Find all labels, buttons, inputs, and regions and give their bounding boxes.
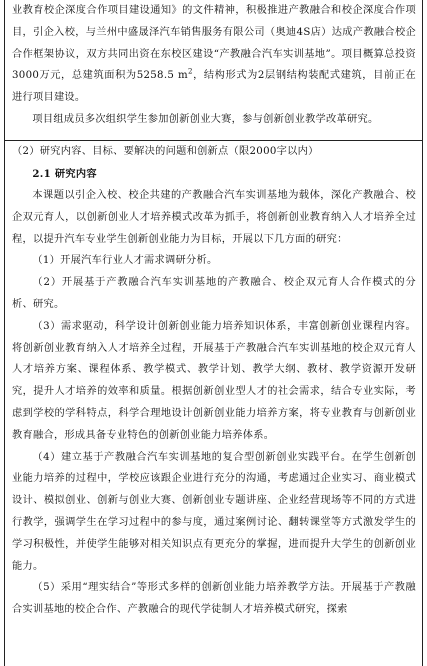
background-text-tail: ，结构形式为2层钢结构装配式建筑，目前正在进行项目建设。: [12, 70, 416, 104]
activities-paragraph: 项目组成员多次组织学生参加创新创业大赛，参与创新创业教学改革研究。: [32, 113, 379, 125]
subheading-research-content: 2.1 研究内容: [32, 168, 97, 180]
area-unit-superscript: 2: [187, 68, 193, 76]
research-item-4: （4）建立基于产教融合汽车实训基地的复合型创新创业实践平台。在学生创新创业能力培养的过程中，学校应该跟企业进行充分的沟通，考虑通过企业实习、商业模式设计、模拟创业、创新与创业大赛、创新创业专题讲座、企业经营现场等不同的方式进行教学，强调学生在学习过程中的参与度，通过案例讨论、翻转课堂等方式激发学生的学习积极性，并使学生能够对相关知识点有更充分的掌握，进而提升大学生的创新创业能力。: [12, 451, 416, 572]
intro-paragraph: 本课题以引企入校、校企共建的产教融合汽车实训基地为载体，深化产教融合、校企双元育人，以创新创业人才培养模式改革为抓手，将创新创业教育纳入人才培养全过程，以提升汽车专业学生创新创业能力为目标，开展以下几方面的研究：: [12, 190, 416, 245]
research-content-cell: [4, 141, 423, 666]
section-header: （2）研究内容、目标、要解决的问题和创新点（限2000字以内）: [12, 146, 319, 157]
research-item-5: （5）采用“理实结合”等形式多样的创新创业能力培养教学方法。开展基于产教融合实训基地的校企合作、产教融合的现代学徒制人才培养模式研究，探索: [12, 582, 416, 616]
background-text: 业教育校企深度合作项目建设通知》的文件精神，积极推进产教融合和校企深度合作项目，引企入校，与兰州中盛晟泽汽车销售服务有限公司（奥迪4S店）达成产教融合校企合作框架协议，双方共同出资在东校区建设“产教融合汽车实训基地”。项目概算总投资3000万元，总建筑面积为5258.5 m: [12, 5, 416, 82]
research-item-2: （2）开展基于产教融合汽车实训基地的产教融合、校企双元育人合作模式的分析、研究。: [12, 277, 416, 310]
research-item-3: （3）需求驱动，科学设计创新创业能力培养知识体系，丰富创新创业课程内容。将创新创业教育纳入人才培养全过程，开展基于产教融合汽车实训基地的校企双元育人人才培养方案、课程体系、教学模式、教学计划、教学大纲、教材、教学资源开发研究，提升人才培养的效率和质量。根据创新创业型人才的社会需求，结合专业实际，考虑到学校的学科特点，科学合理地设计创新创业能力培养方案，将专业教育与创新创业教育融合，形成具备专业特色的创新创业能力培养体系。: [12, 320, 416, 441]
research-item-1: （1）开展汽车行业人才需求调研分析。: [32, 255, 218, 267]
background-paragraph: [12, 0, 416, 109]
project-background-cell: [4, 0, 423, 141]
